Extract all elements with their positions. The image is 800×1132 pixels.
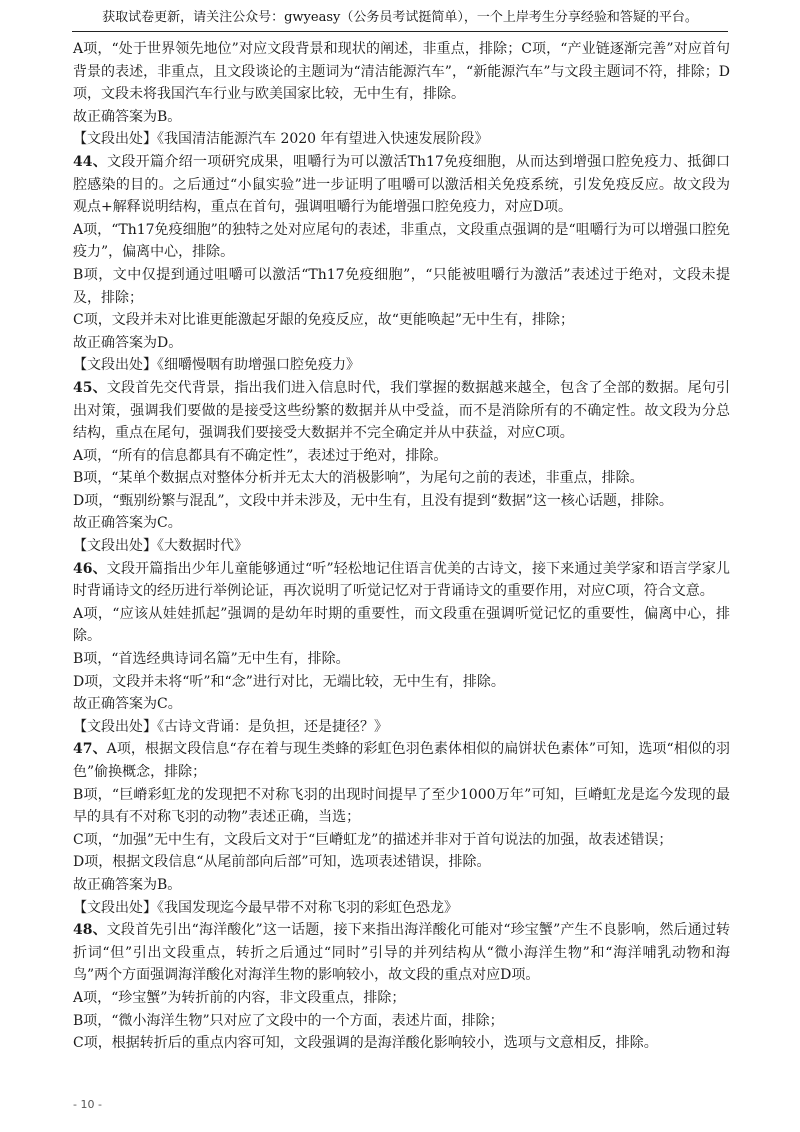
document-body bbox=[73, 38, 730, 1055]
q46-option-d: D项，文段并未将“听”和“念”进行对比，无端比较，无中生有，排除。 bbox=[73, 673, 505, 690]
q46-number: 46、 bbox=[73, 560, 107, 577]
q43-option-analysis: A项，“处于世界领先地位”对应文段背景和现状的阐述，非重点，排除；C项，“产业链逐渐完善”对应首句背景的表述，非重点，且文段谈论的主题词为“清洁能源汽车”，“新能源汽车”与文段主题词不符，排除；D项，文段未将我国汽车行业与欧美国家比较，无中生有，排除。 bbox=[73, 41, 730, 103]
q47-option-d: D项，根据文段信息“从尾前部向后部”可知，选项表述错误，排除。 bbox=[73, 854, 491, 871]
q44-option-a: A项，“Th17免疫细胞”的独特之处对应尾句的表述，非重点，文段重点强调的是“咀嚼行为可以增强口腔免疫力”，偏离中心，排除。 bbox=[73, 221, 730, 261]
q46-option-a: A项，“应该从娃娃抓起”强调的是幼年时期的重要性，而文段重在强调听觉记忆的重要性，偏离中心，排除。 bbox=[73, 605, 730, 645]
page-header: 获取试卷更新，请关注公众号：gwyeasy（公务员考试挺简单），一个上岸考生分享经验和答疑的平台。 bbox=[102, 10, 698, 25]
q44-source: 【文段出处】《细嚼慢咽有助增强口腔免疫力》 bbox=[73, 357, 360, 374]
q47-option-a-text: A项，根据文段信息“存在着与现生类蜂的彩虹色羽色素体相似的扁饼状色素体”可知，选项“相似的羽色”偷换概念，排除； bbox=[73, 741, 730, 780]
page-number: - 10 - bbox=[73, 1098, 102, 1111]
q44-option-c: C项，文段并未对比谁更能激起牙龈的免疫反应，故“更能唤起”无中生有，排除； bbox=[73, 312, 575, 329]
q45-option-b: B项，“某单个数据点对整体分析并无太大的消极影响”，为尾句之前的表述，非重点，排除。 bbox=[73, 470, 644, 487]
q45-option-d: D项，“甄别纷繁与混乱”，文段中并未涉及，无中生有，且没有提到“数据”这一核心话题，排除。 bbox=[73, 492, 673, 509]
q46-answer: 故正确答案为C。 bbox=[73, 696, 182, 713]
q47-number: 47、 bbox=[73, 741, 107, 758]
q44-number: 44、 bbox=[73, 153, 108, 170]
q45-main-text: 文段首先交代背景，指出我们进入信息时代，我们掌握的数据越来越全，包含了全部的数据。尾句引出对策，强调我们要做的是接受这些纷繁的数据并从中受益，而不是消除所有的不确定性。故文段为分总结构，重点在尾句，强调我们要接受大数据并不完全确定并从中获益，对应C项。 bbox=[73, 379, 731, 442]
q47-source: 【文段出处】《我国发现迄今最早带不对称飞羽的彩虹色恐龙》 bbox=[73, 899, 458, 916]
header-divider bbox=[72, 31, 728, 32]
q47-option-c: C项，“加强”无中生有，文段后文对于“巨嵴虹龙”的描述并非对于首句说法的加强，故表述错误； bbox=[73, 831, 673, 848]
q44-option-b: B项，文中仅提到通过咀嚼可以激活“Th17免疫细胞”，“只能被咀嚼行为激活”表述过于绝对，文段未提及，排除； bbox=[73, 266, 730, 306]
q45-number: 45、 bbox=[73, 379, 107, 396]
q46-option-b: B项，“首选经典诗词名篇”无中生有，排除。 bbox=[73, 651, 350, 668]
q48-option-a: A项，“珍宝蟹”为转折前的内容，非文段重点，排除； bbox=[73, 989, 406, 1006]
q48-number: 48、 bbox=[73, 922, 107, 939]
q45-main bbox=[73, 377, 730, 445]
q45-source: 【文段出处】《大数据时代》 bbox=[73, 538, 248, 555]
q46-main bbox=[73, 558, 730, 603]
q44-main-text: 文段开篇介绍一项研究成果，咀嚼行为可以激活Th17免疫细胞，从而达到增强口腔免疫力、抵御口腔感染的目的。之后通过“小鼠实验”进一步证明了咀嚼可以激活相关免疫系统，引发免疫反应。故文段为观点+解释说明结构，重点在首句，强调咀嚼行为能增强口腔免疫力，对应D项。 bbox=[73, 153, 730, 216]
q47-option-a bbox=[73, 738, 730, 783]
q47-answer: 故正确答案为B。 bbox=[73, 876, 182, 893]
q43-answer: 故正确答案为B。 bbox=[73, 108, 182, 125]
q45-answer: 故正确答案为C。 bbox=[73, 515, 182, 532]
q48-main-text: 文段首先引出“海洋酸化”这一话题，接下来指出海洋酸化可能对“珍宝蟹”产生不良影响，然后通过转折词“但”引出文段重点，转折之后通过“同时”引导的并列结构从“微小海洋生物”和“海洋哺乳动物和海鸟”两个方面强调海洋酸化对海洋生物的影响较小，故文段的重点对应D项。 bbox=[73, 922, 730, 984]
q48-option-b: B项，“微小海洋生物”只对应了文段中的一个方面，表述片面，排除； bbox=[73, 1012, 504, 1029]
q48-main bbox=[73, 919, 730, 987]
q43-source: 【文段出处】《我国清洁能源汽车 2020 年有望进入快速发展阶段》 bbox=[73, 131, 489, 148]
q46-main-text: 文段开篇指出少年儿童能够通过“听”轻松地记住语言优美的古诗文，接下来通过美学家和语言学家儿时背诵诗文的经历进行举例论证，再次说明了听觉记忆对于背诵诗文的重要作用，对应C项，符合文意。 bbox=[73, 560, 730, 600]
q46-source: 【文段出处】《古诗文背诵：是负担，还是捷径？》 bbox=[73, 718, 388, 735]
q44-answer: 故正确答案为D。 bbox=[73, 334, 183, 351]
q47-option-b: B项，“巨嵴彩虹龙的发现把不对称飞羽的出现时间提早了至少1000万年”可知，巨嵴虹龙是迄今发现的最早的具有不对称飞羽的动物”表述正确，当选； bbox=[73, 786, 730, 826]
q48-option-c: C项，根据转折后的重点内容可知，文段强调的是海洋酸化影响较小，选项与文意相反，排除。 bbox=[73, 1035, 658, 1052]
q45-option-a: A项，“所有的信息都具有不确定性”，表述过于绝对，排除。 bbox=[73, 447, 448, 464]
q44-main bbox=[73, 151, 730, 219]
